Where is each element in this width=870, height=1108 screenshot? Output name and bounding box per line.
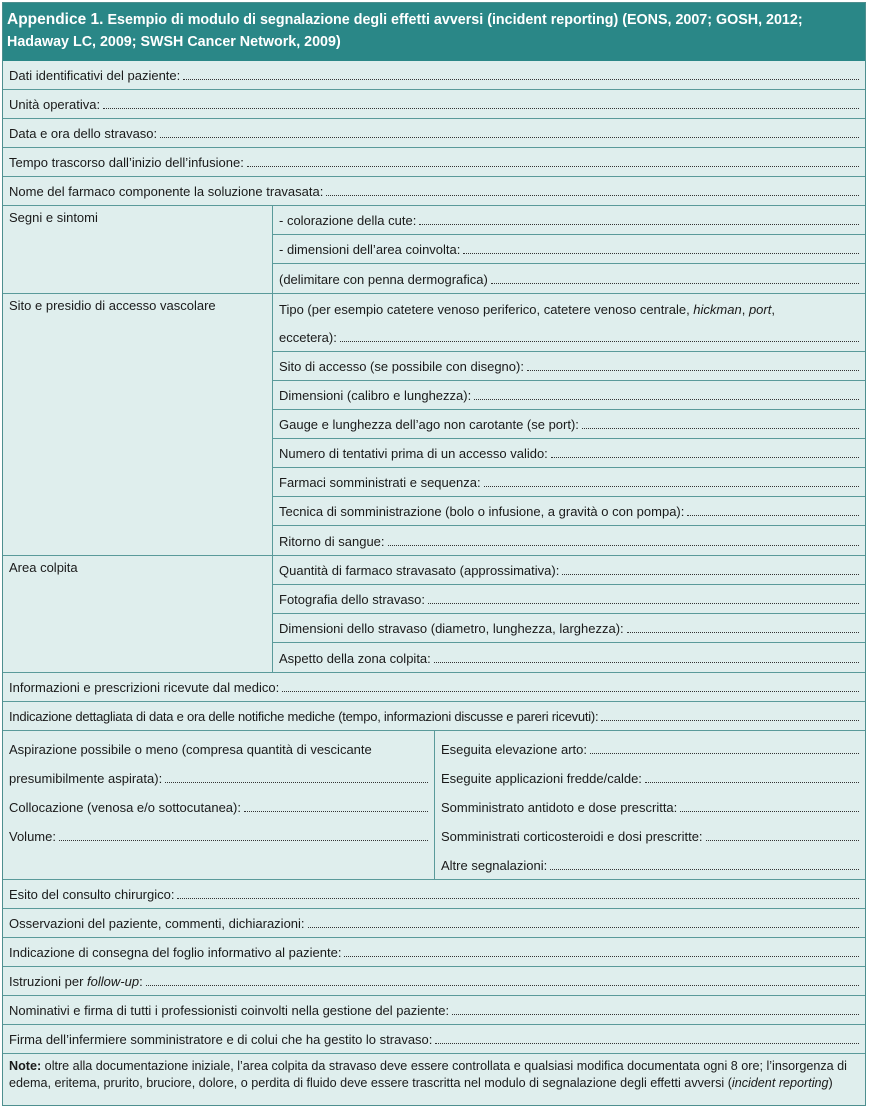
field-label: Dati identificativi del paziente:: [9, 68, 181, 83]
field-row[interactable]: [273, 497, 865, 526]
section-label: Area colpita: [3, 556, 273, 672]
fill-line[interactable]: [645, 782, 859, 783]
fill-line[interactable]: [146, 985, 859, 986]
field-label: Fotografia dello stravaso:: [279, 592, 425, 607]
field-label: Collocazione (venosa e/o sottocutanea):: [9, 800, 241, 815]
field-row[interactable]: [3, 763, 434, 792]
field-label: Unità operativa:: [9, 97, 101, 112]
field-row[interactable]: [3, 1025, 865, 1054]
field-row[interactable]: [273, 614, 865, 643]
field-label: Tipo (per esempio catetere venoso periferico, catetere venoso centrale, hickman, port,: [279, 302, 775, 317]
fill-line[interactable]: [419, 224, 859, 225]
form-page: [2, 2, 866, 1106]
section-sito: [3, 294, 865, 556]
field-row[interactable]: [3, 148, 865, 177]
field-label: Data e ora dello stravaso:: [9, 126, 158, 141]
field-label: Indicazione di consegna del foglio informativo al paziente:: [9, 945, 342, 960]
field-label: Firma dell’infermiere somministratore e di colui che ha gestito lo stravaso:: [9, 1032, 433, 1047]
form-header: [3, 3, 865, 61]
field-row[interactable]: [3, 909, 865, 938]
field-label: Nominativi e firma di tutti i professionisti coinvolti nella gestione del paziente:: [9, 1003, 450, 1018]
field-label: Altre segnalazioni:: [441, 858, 548, 873]
fill-line[interactable]: [428, 603, 859, 604]
field-label: Tecnica di somministrazione (bolo o infusione, a gravità o con pompa):: [279, 504, 685, 519]
fill-line[interactable]: [627, 632, 859, 633]
fill-line[interactable]: [59, 840, 428, 841]
fill-line[interactable]: [491, 283, 859, 284]
fill-line[interactable]: [484, 486, 859, 487]
field-label: Informazioni e prescrizioni ricevute dal medico:: [9, 680, 280, 695]
field-label: Volume:: [9, 829, 56, 844]
field-row[interactable]: [3, 967, 865, 996]
field-row[interactable]: [3, 90, 865, 119]
fill-line[interactable]: [326, 195, 859, 196]
field-label: Aspetto della zona colpita:: [279, 651, 431, 666]
field-label: Nome del farmaco componente la soluzione travasata:: [9, 184, 324, 199]
field-row[interactable]: [3, 938, 865, 967]
field-row[interactable]: [273, 439, 865, 468]
fill-line[interactable]: [550, 869, 859, 870]
field-row[interactable]: [3, 673, 865, 702]
field-label: (delimitare con penna dermografica): [279, 272, 488, 287]
section-label: Sito e presidio di accesso vascolare: [3, 294, 273, 555]
fill-line[interactable]: [582, 428, 859, 429]
note-paragraph: Note: oltre alla documentazione iniziale, l’area colpita da stravaso deve essere controllata e qualsiasi modifica documentata ogni 8 ore; l’insorgenza di edema, eritema, prurito, bruciore, dolore, o perdita di fluido deve essere trascritta nel modulo di segnalazione degli effetti avversi (incident reporting): [9, 1059, 847, 1090]
fill-line[interactable]: [452, 1014, 859, 1015]
fill-line[interactable]: [183, 79, 859, 80]
fill-line[interactable]: [244, 811, 428, 812]
fill-line[interactable]: [680, 811, 859, 812]
section-area: [3, 556, 865, 673]
section-label: Segni e sintomi: [3, 206, 273, 293]
field-label: Sito di accesso (se possibile con disegno):: [279, 359, 524, 374]
field-row[interactable]: [3, 119, 865, 148]
field-label: Quantità di farmaco stravasato (approssimativa):: [279, 563, 560, 578]
fill-line[interactable]: [435, 1043, 859, 1044]
field-row[interactable]: [435, 821, 865, 850]
field-label: Dimensioni dello stravaso (diametro, lunghezza, larghezza):: [279, 621, 624, 636]
appendix-tag: Appendice 1.: [7, 11, 104, 28]
field-row[interactable]: [3, 702, 865, 731]
field-row[interactable]: [435, 850, 865, 879]
field-row[interactable]: [273, 556, 865, 585]
field-label: Farmaci somministrati e sequenza:: [279, 475, 481, 490]
field-row[interactable]: [273, 264, 865, 293]
field-row[interactable]: [273, 352, 865, 381]
field-label: Numero di tentativi prima di un accesso valido:: [279, 446, 548, 461]
field-label: Indicazione dettagliata di data e ora delle notifiche mediche (tempo, informazioni discusse e pareri ricevuti):: [9, 709, 599, 724]
fill-line[interactable]: [247, 166, 859, 167]
field-label: Tempo trascorso dall’inizio dell’infusione:: [9, 155, 244, 170]
field-label: eccetera):: [279, 330, 337, 345]
fill-line[interactable]: [434, 662, 859, 663]
field-row[interactable]: [3, 792, 434, 821]
fill-line[interactable]: [706, 840, 859, 841]
field-row[interactable]: [3, 996, 865, 1025]
field-row[interactable]: [435, 792, 865, 821]
field-row[interactable]: [3, 177, 865, 206]
field-row[interactable]: [273, 585, 865, 614]
section-two-col: [3, 731, 865, 880]
field-label: - colorazione della cute:: [279, 213, 417, 228]
fill-line[interactable]: [103, 108, 859, 109]
field-label: Istruzioni per follow-up:: [9, 974, 143, 989]
field-row[interactable]: [273, 381, 865, 410]
field-label: Osservazioni del paziente, commenti, dichiarazioni:: [9, 916, 305, 931]
fill-line[interactable]: [551, 457, 859, 458]
field-row[interactable]: [3, 880, 865, 909]
field-label: Ritorno di sangue:: [279, 534, 385, 549]
fill-line[interactable]: [177, 898, 859, 899]
field-row[interactable]: [435, 731, 865, 763]
field-row[interactable]: [273, 206, 865, 235]
field-row[interactable]: [435, 763, 865, 792]
fill-line[interactable]: [388, 545, 859, 546]
form-title: Esempio di modulo di segnalazione degli effetti avversi (incident reporting) (EONS, 2007; GOSH, 2012; Hadaway LC, 2009; SWSH Cancer Network, 2009): [7, 12, 803, 50]
fill-line[interactable]: [527, 370, 859, 371]
field-label: Aspirazione possibile o meno (compresa quantità di vescicante: [9, 742, 372, 757]
field-label: Esito del consulto chirurgico:: [9, 887, 175, 902]
fill-line[interactable]: [590, 753, 859, 754]
field-row[interactable]: [273, 410, 865, 439]
field-label: Somministrato antidoto e dose prescritta:: [441, 800, 678, 815]
fill-line[interactable]: [601, 720, 859, 721]
field-label: Eseguita elevazione arto:: [441, 742, 587, 757]
fill-line[interactable]: [340, 341, 859, 342]
fill-line[interactable]: [344, 956, 859, 957]
section-segni: [3, 206, 865, 294]
field-label: Somministrati corticosteroidi e dosi prescritte:: [441, 829, 703, 844]
field-row[interactable]: [273, 323, 865, 352]
field-label: Eseguite applicazioni fredde/calde:: [441, 771, 642, 786]
field-label: presumibilmente aspirata):: [9, 771, 163, 786]
fill-line[interactable]: [562, 574, 859, 575]
fill-line[interactable]: [282, 691, 859, 692]
field-row[interactable]: [273, 235, 865, 264]
fill-line[interactable]: [308, 927, 859, 928]
field-row[interactable]: [3, 821, 434, 850]
field-label: - dimensioni dell’area coinvolta:: [279, 242, 461, 257]
fill-line[interactable]: [463, 253, 859, 254]
field-row[interactable]: [273, 526, 865, 555]
fill-line[interactable]: [165, 782, 428, 783]
field-row[interactable]: [3, 61, 865, 90]
field-label: Dimensioni (calibro e lunghezza):: [279, 388, 472, 403]
fill-line[interactable]: [687, 515, 859, 516]
field-row[interactable]: [273, 468, 865, 497]
fill-line[interactable]: [474, 399, 859, 400]
fill-line[interactable]: [160, 137, 859, 138]
field-row[interactable]: [273, 643, 865, 672]
field-label: Gauge e lunghezza dell’ago non carotante (se port):: [279, 417, 579, 432]
